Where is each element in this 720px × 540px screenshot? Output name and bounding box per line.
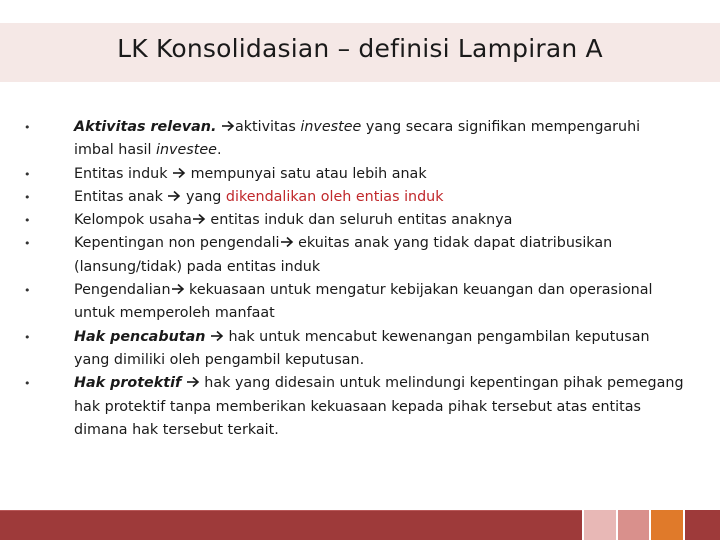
bullet: • bbox=[24, 284, 31, 298]
bullet: • bbox=[24, 214, 31, 228]
footer-swatch-light-pink bbox=[584, 510, 616, 540]
footer-swatch-orange bbox=[651, 510, 683, 540]
term: Entitas anak bbox=[74, 188, 163, 205]
bullet: • bbox=[24, 377, 31, 391]
footer-main-block bbox=[0, 510, 582, 540]
list-item bbox=[24, 116, 684, 163]
term: Entitas induk bbox=[74, 165, 168, 182]
term: Aktivitas relevan. bbox=[74, 119, 217, 135]
list-item bbox=[24, 279, 684, 326]
term: Kelompok usaha bbox=[74, 212, 192, 229]
definition-text: . bbox=[216, 142, 222, 159]
definition-text: mempunyai satu atau lebih anak bbox=[186, 165, 427, 182]
definition-text: kekuasaan untuk mengatur kebijakan keuangan dan operasional untuk memperoleh manfaat bbox=[74, 282, 653, 322]
term: Kepentingan non pengendali bbox=[74, 235, 280, 252]
definition-text-italic: investee bbox=[156, 142, 217, 159]
footer-swatch-red bbox=[685, 510, 720, 540]
definition-text: aktivitas bbox=[234, 119, 301, 135]
term: Pengendalian bbox=[74, 282, 171, 299]
right-arrow-icon bbox=[171, 283, 185, 295]
definition-list bbox=[24, 116, 684, 442]
right-arrow-icon bbox=[192, 213, 206, 225]
right-arrow-icon bbox=[280, 236, 294, 248]
list-item bbox=[24, 372, 684, 442]
bullet: • bbox=[24, 190, 31, 204]
definition-text-highlight: dikendalikan oleh entias induk bbox=[225, 188, 444, 205]
footer-swatch-pink bbox=[618, 510, 650, 540]
definition-text: hak yang didesain untuk melindungi kepentingan pihak pemegang hak protektif tanpa memberikan kekuasaan kepada pihak tersebut atas entitas dimana hak tersebut terkait. bbox=[74, 375, 684, 438]
bullet: • bbox=[24, 167, 31, 181]
list-item bbox=[24, 163, 684, 186]
bullet: • bbox=[24, 237, 31, 251]
definition-text: entitas induk dan seluruh entitas anaknya bbox=[205, 212, 513, 229]
definition-text: yang bbox=[181, 188, 226, 205]
term: Hak protektif bbox=[74, 375, 182, 392]
right-arrow-icon bbox=[221, 120, 235, 132]
list-item bbox=[24, 209, 684, 232]
bullet: • bbox=[24, 121, 31, 134]
bullet: • bbox=[24, 330, 31, 344]
definition-text: hak untuk mencabut kewenangan pengambilan keputusan yang dimiliki oleh pengambil keputusan. bbox=[74, 328, 650, 368]
right-arrow-icon bbox=[210, 330, 224, 342]
definition-text-italic: investee bbox=[300, 119, 362, 135]
right-arrow-icon bbox=[172, 167, 186, 179]
list-item bbox=[24, 326, 684, 373]
right-arrow-icon bbox=[167, 190, 181, 202]
right-arrow-icon bbox=[186, 376, 200, 388]
footer-bar bbox=[0, 510, 720, 540]
term: Hak pencabutan bbox=[74, 328, 206, 345]
definition-text: ekuitas anak yang tidak dapat diatribusikan (lansung/tidak) pada entitas induk bbox=[74, 235, 613, 275]
list-item bbox=[24, 232, 684, 279]
slide-title: LK Konsolidasian – definisi Lampiran A bbox=[117, 34, 603, 63]
list-item bbox=[24, 186, 684, 209]
definition-text: yang secara signifikan mempengaruhi imbal hasil bbox=[74, 119, 641, 159]
